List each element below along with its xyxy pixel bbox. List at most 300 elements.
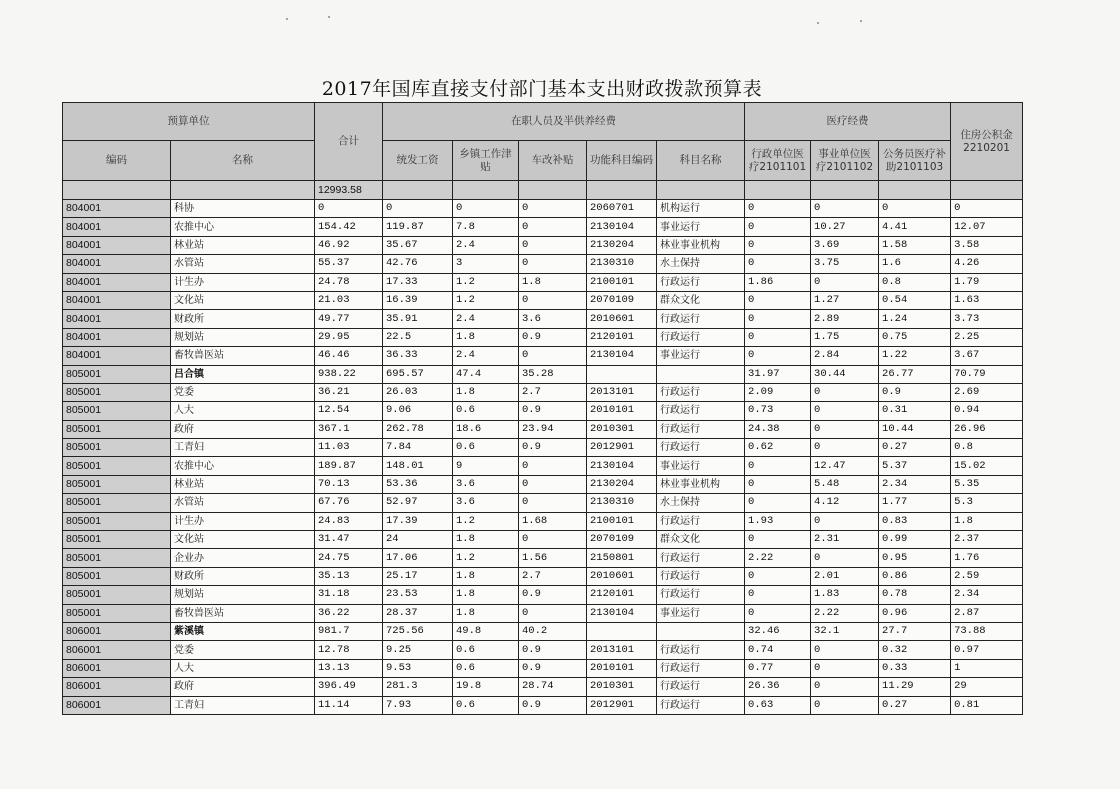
salary-cell: 36.33 <box>383 347 453 365</box>
admin-medical-cell: 0.74 <box>745 641 811 659</box>
township-allowance-cell: 3 <box>453 255 519 273</box>
name-cell: 政府 <box>171 420 315 438</box>
admin-medical-cell: 0 <box>745 604 811 622</box>
header-housing-fund: 住房公积金2210201 <box>951 103 1023 181</box>
admin-medical-cell: 2.22 <box>745 549 811 567</box>
housing-fund-cell: 1.63 <box>951 291 1023 309</box>
salary-cell: 7.93 <box>383 696 453 714</box>
car-subsidy-cell: 1.68 <box>519 512 587 530</box>
subject-name-cell: 行政运行 <box>657 310 745 328</box>
civil-medical-cell: 11.29 <box>879 678 951 696</box>
name-cell: 财政所 <box>171 567 315 585</box>
car-subsidy-cell: 40.2 <box>519 622 587 640</box>
township-allowance-cell: 0.6 <box>453 659 519 677</box>
car-subsidy-cell: 0.9 <box>519 402 587 420</box>
code-cell: 804001 <box>63 236 171 254</box>
header-total: 合计 <box>315 103 383 181</box>
admin-medical-cell: 32.46 <box>745 622 811 640</box>
inst-medical-cell: 0 <box>811 641 879 659</box>
admin-medical-cell: 0 <box>745 531 811 549</box>
admin-medical-cell: 0 <box>745 218 811 236</box>
township-allowance-cell: 1.8 <box>453 328 519 346</box>
car-subsidy-cell: 0 <box>519 457 587 475</box>
admin-medical-cell: 1.86 <box>745 273 811 291</box>
admin-medical-cell: 0 <box>745 255 811 273</box>
name-cell: 规划站 <box>171 328 315 346</box>
func-code-cell: 2130104 <box>587 347 657 365</box>
car-subsidy-cell: 28.74 <box>519 678 587 696</box>
salary-cell: 281.3 <box>383 678 453 696</box>
admin-medical-cell: 0.77 <box>745 659 811 677</box>
township-allowance-cell: 2.4 <box>453 310 519 328</box>
inst-medical-cell: 2.22 <box>811 604 879 622</box>
table-row <box>63 604 1023 622</box>
table-row <box>63 531 1023 549</box>
total-cell: 31.47 <box>315 531 383 549</box>
housing-fund-cell: 26.96 <box>951 420 1023 438</box>
code-cell: 806001 <box>63 696 171 714</box>
subject-name-cell: 行政运行 <box>657 567 745 585</box>
inst-medical-cell: 2.01 <box>811 567 879 585</box>
total-cell: 396.49 <box>315 678 383 696</box>
inst-medical-cell: 0 <box>811 383 879 401</box>
table-row <box>63 200 1023 218</box>
subject-name-cell: 群众文化 <box>657 291 745 309</box>
township-allowance-cell: 1.2 <box>453 273 519 291</box>
name-cell: 水管站 <box>171 494 315 512</box>
inst-medical-cell: 0 <box>811 273 879 291</box>
salary-cell: 42.76 <box>383 255 453 273</box>
subject-name-cell: 机构运行 <box>657 200 745 218</box>
inst-medical-cell: 3.69 <box>811 236 879 254</box>
grand-total-blank <box>811 181 879 200</box>
name-cell: 工青妇 <box>171 439 315 457</box>
table-row <box>63 402 1023 420</box>
total-cell: 55.37 <box>315 255 383 273</box>
inst-medical-cell: 0 <box>811 659 879 677</box>
township-allowance-cell: 1.8 <box>453 531 519 549</box>
code-cell: 806001 <box>63 678 171 696</box>
civil-medical-cell: 0.54 <box>879 291 951 309</box>
salary-cell: 725.56 <box>383 622 453 640</box>
total-cell: 154.42 <box>315 218 383 236</box>
housing-fund-cell: 3.67 <box>951 347 1023 365</box>
salary-cell: 9.25 <box>383 641 453 659</box>
header-budget-unit: 预算单位 <box>63 103 315 141</box>
township-allowance-cell: 1.8 <box>453 567 519 585</box>
car-subsidy-cell: 0.9 <box>519 696 587 714</box>
header-car-subsidy: 车改补贴 <box>519 141 587 181</box>
township-allowance-cell: 3.6 <box>453 494 519 512</box>
car-subsidy-cell: 1.8 <box>519 273 587 291</box>
subject-name-cell: 水土保持 <box>657 255 745 273</box>
total-cell: 981.7 <box>315 622 383 640</box>
civil-medical-cell: 0.95 <box>879 549 951 567</box>
name-cell: 党委 <box>171 641 315 659</box>
code-cell: 805001 <box>63 549 171 567</box>
code-cell: 804001 <box>63 328 171 346</box>
salary-cell: 28.37 <box>383 604 453 622</box>
housing-fund-cell: 15.02 <box>951 457 1023 475</box>
salary-cell: 53.36 <box>383 475 453 493</box>
salary-cell: 119.87 <box>383 218 453 236</box>
func-code-cell: 2100101 <box>587 512 657 530</box>
code-cell: 805001 <box>63 567 171 585</box>
car-subsidy-cell: 2.7 <box>519 567 587 585</box>
inst-medical-cell: 0 <box>811 512 879 530</box>
subject-name-cell: 行政运行 <box>657 659 745 677</box>
housing-fund-cell: 3.73 <box>951 310 1023 328</box>
subject-name-cell: 群众文化 <box>657 531 745 549</box>
admin-medical-cell: 0 <box>745 328 811 346</box>
housing-fund-cell: 2.87 <box>951 604 1023 622</box>
header-subject-name: 科目名称 <box>657 141 745 181</box>
code-cell: 804001 <box>63 273 171 291</box>
housing-fund-cell: 0.81 <box>951 696 1023 714</box>
housing-fund-cell: 2.59 <box>951 567 1023 585</box>
township-allowance-cell: 2.4 <box>453 347 519 365</box>
subject-name-cell: 行政运行 <box>657 678 745 696</box>
civil-medical-cell: 0.96 <box>879 604 951 622</box>
total-cell: 21.03 <box>315 291 383 309</box>
car-subsidy-cell: 0 <box>519 494 587 512</box>
salary-cell: 148.01 <box>383 457 453 475</box>
inst-medical-cell: 0 <box>811 402 879 420</box>
admin-medical-cell: 0 <box>745 457 811 475</box>
car-subsidy-cell: 0.9 <box>519 641 587 659</box>
salary-cell: 262.78 <box>383 420 453 438</box>
total-cell: 11.03 <box>315 439 383 457</box>
code-cell: 804001 <box>63 218 171 236</box>
subject-name-cell <box>657 365 745 383</box>
civil-medical-cell: 1.58 <box>879 236 951 254</box>
subject-name-cell: 行政运行 <box>657 549 745 567</box>
grand-total-blank <box>453 181 519 200</box>
salary-cell: 16.39 <box>383 291 453 309</box>
total-cell: 12.78 <box>315 641 383 659</box>
table-row <box>63 641 1023 659</box>
scan-speck <box>286 18 288 20</box>
salary-cell: 9.53 <box>383 659 453 677</box>
inst-medical-cell: 0 <box>811 696 879 714</box>
township-allowance-cell: 1.2 <box>453 549 519 567</box>
table-row <box>63 291 1023 309</box>
housing-fund-cell: 1 <box>951 659 1023 677</box>
code-cell: 806001 <box>63 659 171 677</box>
subject-name-cell: 林业事业机构 <box>657 475 745 493</box>
inst-medical-cell: 1.83 <box>811 586 879 604</box>
car-subsidy-cell: 0 <box>519 475 587 493</box>
total-cell: 35.13 <box>315 567 383 585</box>
car-subsidy-cell: 23.94 <box>519 420 587 438</box>
table-row <box>63 622 1023 640</box>
salary-cell: 35.67 <box>383 236 453 254</box>
code-cell: 805001 <box>63 420 171 438</box>
civil-medical-cell: 0.86 <box>879 567 951 585</box>
civil-medical-cell: 27.7 <box>879 622 951 640</box>
func-code-cell: 2070109 <box>587 291 657 309</box>
total-cell: 70.13 <box>315 475 383 493</box>
township-allowance-cell: 47.4 <box>453 365 519 383</box>
code-cell: 805001 <box>63 586 171 604</box>
code-cell: 804001 <box>63 291 171 309</box>
func-code-cell: 2130204 <box>587 236 657 254</box>
code-cell: 805001 <box>63 383 171 401</box>
scan-speck <box>860 20 862 22</box>
subject-name-cell: 水土保持 <box>657 494 745 512</box>
func-code-cell: 2010601 <box>587 310 657 328</box>
code-cell: 805001 <box>63 439 171 457</box>
table-row <box>63 310 1023 328</box>
civil-medical-cell: 0.27 <box>879 696 951 714</box>
total-cell: 24.78 <box>315 273 383 291</box>
grand-total-blank <box>657 181 745 200</box>
subject-name-cell: 行政运行 <box>657 586 745 604</box>
housing-fund-cell: 4.26 <box>951 255 1023 273</box>
grand-total-blank <box>879 181 951 200</box>
table-row <box>63 475 1023 493</box>
township-allowance-cell: 2.4 <box>453 236 519 254</box>
total-cell: 29.95 <box>315 328 383 346</box>
housing-fund-cell: 0 <box>951 200 1023 218</box>
township-allowance-cell: 19.8 <box>453 678 519 696</box>
car-subsidy-cell: 35.28 <box>519 365 587 383</box>
township-allowance-cell: 1.8 <box>453 604 519 622</box>
civil-medical-cell: 2.34 <box>879 475 951 493</box>
car-subsidy-cell: 0 <box>519 604 587 622</box>
salary-cell: 22.5 <box>383 328 453 346</box>
admin-medical-cell: 0 <box>745 494 811 512</box>
inst-medical-cell: 2.31 <box>811 531 879 549</box>
name-cell: 财政所 <box>171 310 315 328</box>
table-row <box>63 678 1023 696</box>
grand-total-blank <box>587 181 657 200</box>
admin-medical-cell: 0.62 <box>745 439 811 457</box>
table-row <box>63 549 1023 567</box>
total-cell: 24.83 <box>315 512 383 530</box>
name-cell: 林业站 <box>171 236 315 254</box>
subject-name-cell: 事业运行 <box>657 604 745 622</box>
salary-cell: 695.57 <box>383 365 453 383</box>
grand-total-code-cell <box>63 181 171 200</box>
table-row <box>63 383 1023 401</box>
name-cell: 政府 <box>171 678 315 696</box>
civil-medical-cell: 1.6 <box>879 255 951 273</box>
salary-cell: 25.17 <box>383 567 453 585</box>
table-row <box>63 255 1023 273</box>
township-allowance-cell: 9 <box>453 457 519 475</box>
header-admin-medical: 行政单位医疗2101101 <box>745 141 811 181</box>
grand-total-row <box>63 181 1023 200</box>
car-subsidy-cell: 0 <box>519 255 587 273</box>
name-cell: 人大 <box>171 402 315 420</box>
township-allowance-cell: 0.6 <box>453 402 519 420</box>
subject-name-cell: 行政运行 <box>657 383 745 401</box>
total-cell: 24.75 <box>315 549 383 567</box>
header-medical-group: 医疗经费 <box>745 103 951 141</box>
housing-fund-cell: 12.07 <box>951 218 1023 236</box>
salary-cell: 0 <box>383 200 453 218</box>
salary-cell: 17.06 <box>383 549 453 567</box>
name-cell: 文化站 <box>171 291 315 309</box>
subject-name-cell: 行政运行 <box>657 273 745 291</box>
name-cell: 计生办 <box>171 512 315 530</box>
township-allowance-cell: 1.2 <box>453 291 519 309</box>
table-row <box>63 567 1023 585</box>
grand-total-value: 12993.58 <box>315 181 383 200</box>
func-code-cell: 2060701 <box>587 200 657 218</box>
township-allowance-cell: 0.6 <box>453 641 519 659</box>
admin-medical-cell: 26.36 <box>745 678 811 696</box>
civil-medical-cell: 4.41 <box>879 218 951 236</box>
name-cell: 水管站 <box>171 255 315 273</box>
car-subsidy-cell: 0 <box>519 218 587 236</box>
township-allowance-cell: 0.6 <box>453 696 519 714</box>
car-subsidy-cell: 0 <box>519 347 587 365</box>
housing-fund-cell: 2.25 <box>951 328 1023 346</box>
budget-table <box>62 102 1023 715</box>
total-cell: 31.18 <box>315 586 383 604</box>
housing-fund-cell: 2.69 <box>951 383 1023 401</box>
func-code-cell: 2130204 <box>587 475 657 493</box>
housing-fund-cell: 3.58 <box>951 236 1023 254</box>
total-cell: 189.87 <box>315 457 383 475</box>
inst-medical-cell: 10.27 <box>811 218 879 236</box>
housing-fund-cell: 0.94 <box>951 402 1023 420</box>
subject-name-cell: 林业事业机构 <box>657 236 745 254</box>
civil-medical-cell: 1.22 <box>879 347 951 365</box>
salary-cell: 52.97 <box>383 494 453 512</box>
subject-name-cell: 行政运行 <box>657 512 745 530</box>
civil-medical-cell: 0.83 <box>879 512 951 530</box>
code-cell: 805001 <box>63 457 171 475</box>
header-civil-medical: 公务员医疗补助2101103 <box>879 141 951 181</box>
inst-medical-cell: 0 <box>811 200 879 218</box>
name-cell: 畜牧兽医站 <box>171 604 315 622</box>
car-subsidy-cell: 0.9 <box>519 586 587 604</box>
scan-speck <box>817 22 819 24</box>
name-cell: 吕合镇 <box>171 365 315 383</box>
code-cell: 806001 <box>63 641 171 659</box>
civil-medical-cell: 0 <box>879 200 951 218</box>
salary-cell: 17.33 <box>383 273 453 291</box>
subject-name-cell <box>657 622 745 640</box>
inst-medical-cell: 30.44 <box>811 365 879 383</box>
township-allowance-cell: 49.8 <box>453 622 519 640</box>
total-cell: 12.54 <box>315 402 383 420</box>
admin-medical-cell: 0.73 <box>745 402 811 420</box>
subject-name-cell: 行政运行 <box>657 696 745 714</box>
salary-cell: 23.53 <box>383 586 453 604</box>
code-cell: 806001 <box>63 622 171 640</box>
inst-medical-cell: 5.48 <box>811 475 879 493</box>
name-cell: 林业站 <box>171 475 315 493</box>
salary-cell: 24 <box>383 531 453 549</box>
car-subsidy-cell: 0.9 <box>519 328 587 346</box>
inst-medical-cell: 1.75 <box>811 328 879 346</box>
civil-medical-cell: 0.31 <box>879 402 951 420</box>
civil-medical-cell: 5.37 <box>879 457 951 475</box>
subject-name-cell: 行政运行 <box>657 402 745 420</box>
name-cell: 农推中心 <box>171 218 315 236</box>
table-row <box>63 586 1023 604</box>
township-allowance-cell: 0 <box>453 200 519 218</box>
table-row <box>63 420 1023 438</box>
civil-medical-cell: 10.44 <box>879 420 951 438</box>
housing-fund-cell: 1.8 <box>951 512 1023 530</box>
total-cell: 938.22 <box>315 365 383 383</box>
admin-medical-cell: 0 <box>745 310 811 328</box>
salary-cell: 35.91 <box>383 310 453 328</box>
township-allowance-cell: 0.6 <box>453 439 519 457</box>
total-cell: 46.46 <box>315 347 383 365</box>
salary-cell: 7.84 <box>383 439 453 457</box>
table-row <box>63 512 1023 530</box>
code-cell: 804001 <box>63 200 171 218</box>
table-row <box>63 659 1023 677</box>
inst-medical-cell: 2.89 <box>811 310 879 328</box>
housing-fund-cell: 0.97 <box>951 641 1023 659</box>
func-code-cell: 2010301 <box>587 420 657 438</box>
grand-total-blank <box>745 181 811 200</box>
code-cell: 805001 <box>63 512 171 530</box>
salary-cell: 9.06 <box>383 402 453 420</box>
subject-name-cell: 事业运行 <box>657 457 745 475</box>
civil-medical-cell: 26.77 <box>879 365 951 383</box>
func-code-cell: 2130104 <box>587 457 657 475</box>
car-subsidy-cell: 1.56 <box>519 549 587 567</box>
table-row <box>63 236 1023 254</box>
admin-medical-cell: 0 <box>745 291 811 309</box>
table-row <box>63 457 1023 475</box>
grand-total-name-cell <box>171 181 315 200</box>
admin-medical-cell: 1.93 <box>745 512 811 530</box>
housing-fund-cell: 2.34 <box>951 586 1023 604</box>
civil-medical-cell: 0.99 <box>879 531 951 549</box>
admin-medical-cell: 0 <box>745 200 811 218</box>
township-allowance-cell: 18.6 <box>453 420 519 438</box>
admin-medical-cell: 0 <box>745 567 811 585</box>
admin-medical-cell: 0 <box>745 347 811 365</box>
total-cell: 49.77 <box>315 310 383 328</box>
name-cell: 规划站 <box>171 586 315 604</box>
func-code-cell: 2130104 <box>587 604 657 622</box>
subject-name-cell: 行政运行 <box>657 328 745 346</box>
total-cell: 67.76 <box>315 494 383 512</box>
name-cell: 文化站 <box>171 531 315 549</box>
func-code-cell: 2120101 <box>587 586 657 604</box>
func-code-cell: 2120101 <box>587 328 657 346</box>
code-cell: 805001 <box>63 365 171 383</box>
housing-fund-cell: 1.79 <box>951 273 1023 291</box>
township-allowance-cell: 1.8 <box>453 586 519 604</box>
admin-medical-cell: 31.97 <box>745 365 811 383</box>
civil-medical-cell: 1.24 <box>879 310 951 328</box>
car-subsidy-cell: 0 <box>519 236 587 254</box>
table-row <box>63 273 1023 291</box>
header-name: 名称 <box>171 141 315 181</box>
subject-name-cell: 行政运行 <box>657 439 745 457</box>
township-allowance-cell: 1.8 <box>453 383 519 401</box>
inst-medical-cell: 1.27 <box>811 291 879 309</box>
total-cell: 367.1 <box>315 420 383 438</box>
total-cell: 36.21 <box>315 383 383 401</box>
table-row <box>63 365 1023 383</box>
header-township-allowance: 乡镇工作津贴 <box>453 141 519 181</box>
code-cell: 805001 <box>63 604 171 622</box>
document-title: 2017年国库直接支付部门基本支出财政拨款预算表 <box>321 78 763 100</box>
civil-medical-cell: 0.78 <box>879 586 951 604</box>
